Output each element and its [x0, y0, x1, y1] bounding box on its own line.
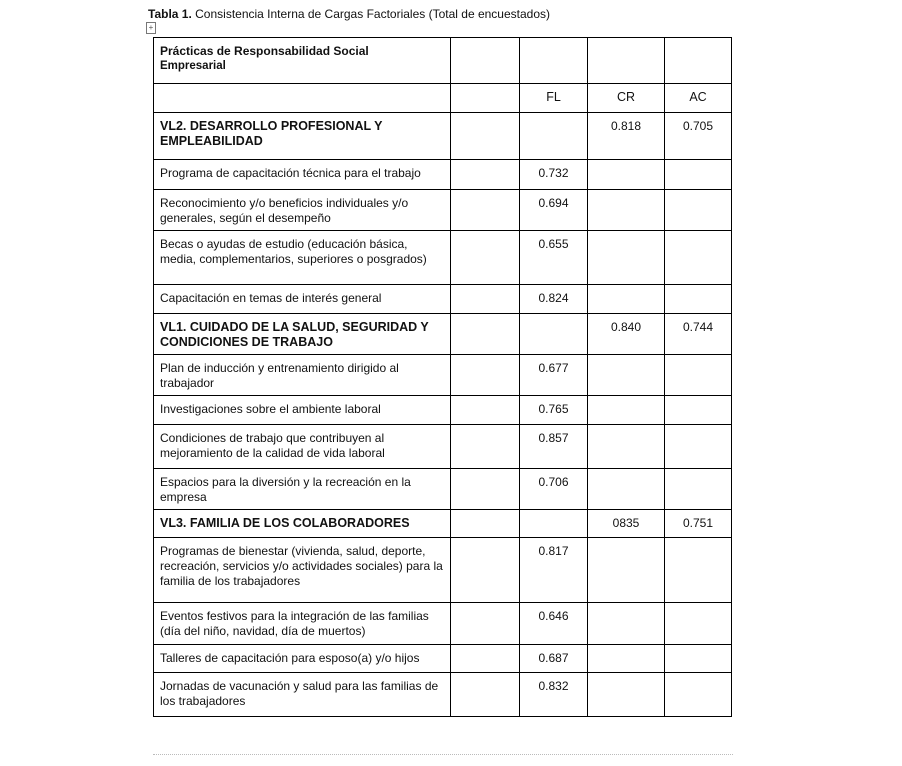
empty-cell — [451, 314, 520, 355]
ac-value — [665, 231, 732, 285]
row-label: Talleres de capacitación para esposo(a) y/o hijos — [154, 645, 451, 673]
row-label: Investigaciones sobre el ambiente laboral — [154, 396, 451, 425]
row-label: Eventos festivos para la integración de las familias (día del niño, navidad, día de muertos) — [154, 603, 451, 645]
row-label: Plan de inducción y entrenamiento dirigido al trabajador — [154, 355, 451, 396]
table-row — [154, 160, 732, 190]
fl-value: 0.646 — [520, 603, 588, 645]
row-label: VL3. FAMILIA DE LOS COLABORADORES — [154, 510, 451, 538]
fl-value: 0.687 — [520, 645, 588, 673]
empty-cell — [451, 538, 520, 603]
cr-value — [588, 190, 665, 231]
cr-value — [588, 285, 665, 314]
section-row — [154, 314, 732, 355]
empty-cell — [451, 231, 520, 285]
ac-value: 0.751 — [665, 510, 732, 538]
ac-value — [665, 425, 732, 469]
cr-value — [588, 355, 665, 396]
table-row — [154, 396, 732, 425]
caption-title: Consistencia Interna de Cargas Factoriales (Total de encuestados) — [195, 7, 550, 21]
fl-value — [520, 510, 588, 538]
ac-value — [665, 396, 732, 425]
header-empty-cell — [520, 38, 588, 84]
ac-value — [665, 673, 732, 717]
header-title-cell — [154, 38, 451, 84]
fl-value: 0.824 — [520, 285, 588, 314]
ac-value — [665, 190, 732, 231]
ac-value — [665, 285, 732, 314]
cr-value: 0835 — [588, 510, 665, 538]
column-header-empty — [154, 84, 451, 113]
empty-cell — [451, 603, 520, 645]
table-anchor-icon[interactable]: + — [146, 22, 156, 34]
cr-value — [588, 160, 665, 190]
header-title-line2: Empresarial — [160, 60, 226, 72]
empty-cell — [451, 673, 520, 717]
fl-value: 0.817 — [520, 538, 588, 603]
cr-value: 0.818 — [588, 113, 665, 160]
empty-cell — [451, 285, 520, 314]
table-row — [154, 190, 732, 231]
row-label: Capacitación en temas de interés general — [154, 285, 451, 314]
table-row — [154, 538, 732, 603]
page-bottom-rule — [153, 754, 733, 755]
ac-value — [665, 538, 732, 603]
row-label: Programa de capacitación técnica para el trabajo — [154, 160, 451, 190]
table-caption — [148, 7, 550, 21]
table-row — [154, 425, 732, 469]
empty-cell — [451, 510, 520, 538]
ac-value — [665, 603, 732, 645]
ac-value — [665, 160, 732, 190]
fl-value: 0.832 — [520, 673, 588, 717]
row-label: Espacios para la diversión y la recreación en la empresa — [154, 469, 451, 510]
table-row — [154, 603, 732, 645]
factor-loadings-table — [153, 37, 732, 717]
column-header-cr: CR — [588, 84, 665, 113]
header-empty-cell — [665, 38, 732, 84]
fl-value: 0.694 — [520, 190, 588, 231]
row-label: VL1. CUIDADO DE LA SALUD, SEGURIDAD Y CONDICIONES DE TRABAJO — [154, 314, 451, 355]
cr-value — [588, 603, 665, 645]
fl-value: 0.732 — [520, 160, 588, 190]
row-label: Jornadas de vacunación y salud para las familias de los trabajadores — [154, 673, 451, 717]
cr-value — [588, 673, 665, 717]
ac-value: 0.744 — [665, 314, 732, 355]
ac-value: 0.705 — [665, 113, 732, 160]
cr-value — [588, 231, 665, 285]
empty-cell — [451, 355, 520, 396]
table-row — [154, 285, 732, 314]
row-label: VL2. DESARROLLO PROFESIONAL Y EMPLEABILIDAD — [154, 113, 451, 160]
row-label: Becas o ayudas de estudio (educación básica, media, complementarios, superiores o posgrados) — [154, 231, 451, 285]
header-empty-cell — [588, 38, 665, 84]
cr-value — [588, 396, 665, 425]
cr-value — [588, 645, 665, 673]
section-row — [154, 510, 732, 538]
empty-cell — [451, 190, 520, 231]
ac-value — [665, 645, 732, 673]
empty-cell — [451, 645, 520, 673]
ac-value — [665, 355, 732, 396]
fl-value: 0.655 — [520, 231, 588, 285]
section-row — [154, 113, 732, 160]
row-label: Reconocimiento y/o beneficios individuales y/o generales, según el desempeño — [154, 190, 451, 231]
ac-value — [665, 469, 732, 510]
fl-value: 0.677 — [520, 355, 588, 396]
cr-value — [588, 469, 665, 510]
table-row — [154, 231, 732, 285]
table-row — [154, 469, 732, 510]
empty-cell — [451, 396, 520, 425]
caption-label: Tabla 1. — [148, 7, 192, 21]
empty-cell — [451, 469, 520, 510]
cr-value — [588, 538, 665, 603]
fl-value — [520, 314, 588, 355]
fl-value: 0.765 — [520, 396, 588, 425]
column-header-ac: AC — [665, 84, 732, 113]
table-row — [154, 673, 732, 717]
header-title-line1: Prácticas de Responsabilidad Social — [160, 44, 369, 58]
column-header-empty — [451, 84, 520, 113]
row-label: Programas de bienestar (vivienda, salud, deporte, recreación, servicios y/o actividades sociales) para la familia de los trabajadores — [154, 538, 451, 603]
cr-value: 0.840 — [588, 314, 665, 355]
table-row — [154, 355, 732, 396]
empty-cell — [451, 425, 520, 469]
table-body — [154, 38, 732, 717]
empty-cell — [451, 160, 520, 190]
cr-value — [588, 425, 665, 469]
empty-cell — [451, 113, 520, 160]
table-row — [154, 645, 732, 673]
row-label: Condiciones de trabajo que contribuyen al mejoramiento de la calidad de vida laboral — [154, 425, 451, 469]
fl-value: 0.857 — [520, 425, 588, 469]
column-header-row — [154, 84, 732, 113]
table-header-row — [154, 38, 732, 84]
fl-value — [520, 113, 588, 160]
header-empty-cell — [451, 38, 520, 84]
column-header-fl: FL — [520, 84, 588, 113]
fl-value: 0.706 — [520, 469, 588, 510]
